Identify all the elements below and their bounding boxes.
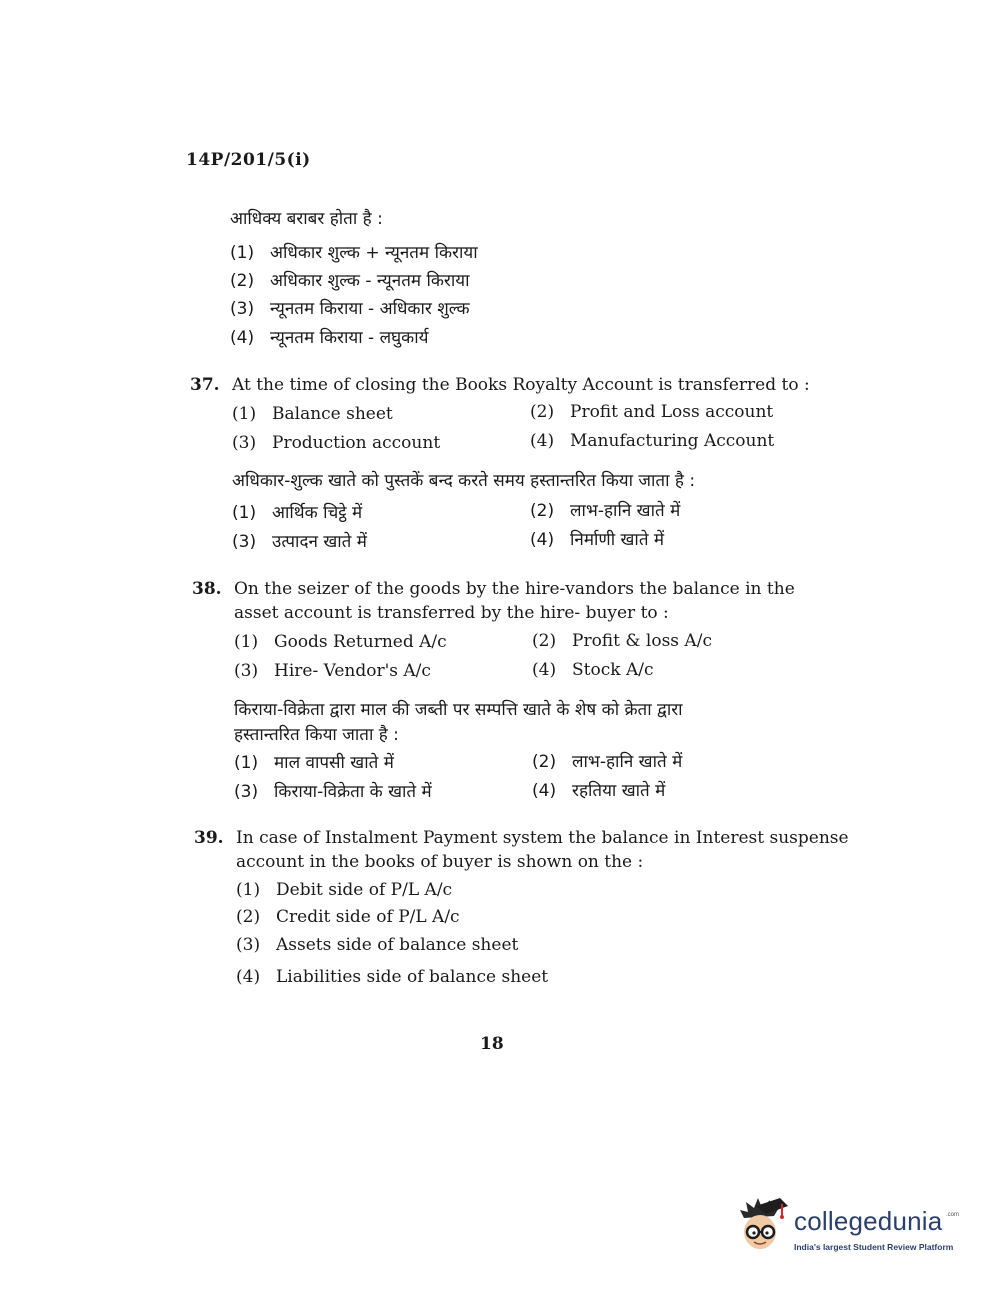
option-text: निर्माणी खाते में [570, 530, 665, 550]
option-text: Goods Returned A/c [274, 632, 447, 652]
q39-option-2 [236, 907, 460, 927]
q37-hindi-stem: अधिकार-शुल्क खाते को पुस्तकें बन्द करते समय हस्तान्तरित किया जाता है : [232, 471, 696, 491]
logo-tagline: India's largest Student Review Platform [794, 1242, 954, 1252]
option-text: Manufacturing Account [570, 431, 775, 451]
option-number: (3) [232, 433, 257, 453]
q37-hindi-option-2 [530, 498, 680, 521]
option-number: (1) [230, 243, 255, 263]
option-text: Production account [272, 433, 441, 453]
option-number: (4) [532, 781, 557, 801]
q39-option-1 [236, 880, 452, 900]
option-number: (2) [532, 631, 557, 651]
option-text: Hire- Vendor's A/c [274, 661, 431, 681]
option-number: (1) [232, 404, 257, 424]
q38-option-3 [234, 661, 431, 681]
option-text: रहतिया खाते में [572, 781, 666, 801]
q38-hindi-option-4 [532, 778, 665, 801]
option-number: (2) [530, 501, 555, 521]
q39-option-4 [236, 967, 548, 987]
question-number: 37. [190, 375, 220, 395]
q37-hindi-option-1 [232, 500, 362, 523]
logo-wordmark: collegedunia [794, 1206, 943, 1236]
q38-option-2 [532, 631, 712, 651]
mascot-icon [736, 1196, 792, 1256]
option-text: Credit side of P/L A/c [276, 907, 460, 927]
option-text: Stock A/c [572, 660, 654, 680]
option-text: Profit and Loss account [570, 402, 774, 422]
option-text: आर्थिक चिट्ठे में [272, 503, 363, 523]
option-text: Balance sheet [272, 404, 393, 424]
option-number: (4) [236, 967, 261, 987]
option-number: (2) [230, 271, 255, 291]
option-number: (4) [532, 660, 557, 680]
option-text: किराया-विक्रेता के खाते में [274, 782, 432, 802]
q36-hindi-option-2 [230, 268, 470, 291]
option-text: माल वापसी खाते में [274, 753, 394, 773]
question-stem-line-1: In case of Instalment Payment system the balance in Interest suspense [236, 828, 849, 848]
option-text: Liabilities side of balance sheet [276, 967, 549, 987]
option-number: (3) [230, 299, 255, 319]
q37-option-3 [232, 433, 440, 453]
option-number: (2) [532, 752, 557, 772]
option-number: (1) [234, 753, 259, 773]
option-text: Assets side of balance sheet [276, 935, 519, 955]
q36-hindi-option-4 [230, 325, 428, 348]
q39-option-3 [236, 935, 518, 955]
option-text: Profit & loss A/c [572, 631, 712, 651]
option-number: (3) [234, 661, 259, 681]
question-number: 38. [192, 579, 222, 599]
q38-hindi-stem-line-1: किराया-विक्रेता द्वारा माल की जब्ती पर सम्पत्ति खाते के शेष को क्रेता द्वारा [234, 700, 683, 720]
q37-option-2 [530, 402, 773, 422]
q37-option-4 [530, 431, 774, 451]
q37-option-1 [232, 404, 393, 424]
q38-hindi-option-2 [532, 749, 682, 772]
option-text: लाभ-हानि खाते में [570, 501, 681, 521]
option-number: (1) [232, 503, 257, 523]
collegedunia-logo [736, 1196, 960, 1266]
q37-hindi-option-4 [530, 527, 664, 550]
q36-hindi-option-1 [230, 240, 478, 263]
q37-hindi-option-3 [232, 529, 367, 552]
option-number: (2) [236, 907, 261, 927]
option-text: अधिकार शुल्क + न्यूनतम किराया [270, 243, 478, 263]
option-number: (2) [530, 402, 555, 422]
question-stem-line-2: asset account is transferred by the hire- buyer to : [234, 603, 669, 623]
option-number: (4) [230, 328, 255, 348]
option-number: (3) [234, 782, 259, 802]
page-number: 18 [480, 1034, 504, 1054]
option-text: अधिकार शुल्क - न्यूनतम किराया [270, 271, 470, 291]
q38-hindi-stem-line-2: हस्तान्तरित किया जाता है : [234, 725, 399, 745]
option-text: Debit side of P/L A/c [276, 880, 453, 900]
question-stem-line-2: account in the books of buyer is shown on the : [236, 852, 644, 872]
question-stem-line-1: On the seizer of the goods by the hire-vandors the balance in the [234, 579, 795, 599]
q38-option-1 [234, 632, 447, 652]
option-text: न्यूनतम किराया - लघुकार्य [270, 328, 429, 348]
option-text: लाभ-हानि खाते में [572, 752, 683, 772]
option-text: न्यूनतम किराया - अधिकार शुल्क [270, 299, 470, 319]
logo-domain-suffix: .com [946, 1212, 960, 1218]
option-number: (1) [234, 632, 259, 652]
option-number: (3) [232, 532, 257, 552]
paper-code: 14P/201/5(i) [186, 150, 311, 170]
q36-hindi-option-3 [230, 296, 470, 319]
question-stem: At the time of closing the Books Royalty Account is transferred to : [232, 375, 810, 395]
question-number: 39. [194, 828, 224, 848]
q36-hindi-stem: आधिक्य बराबर होता है : [230, 209, 383, 229]
q38-hindi-option-1 [234, 750, 394, 773]
q38-hindi-option-3 [234, 779, 432, 802]
option-number: (4) [530, 530, 555, 550]
q38-option-4 [532, 660, 653, 680]
option-number: (1) [236, 880, 261, 900]
option-number: (4) [530, 431, 555, 451]
option-text: उत्पादन खाते में [272, 532, 367, 552]
option-number: (3) [236, 935, 261, 955]
